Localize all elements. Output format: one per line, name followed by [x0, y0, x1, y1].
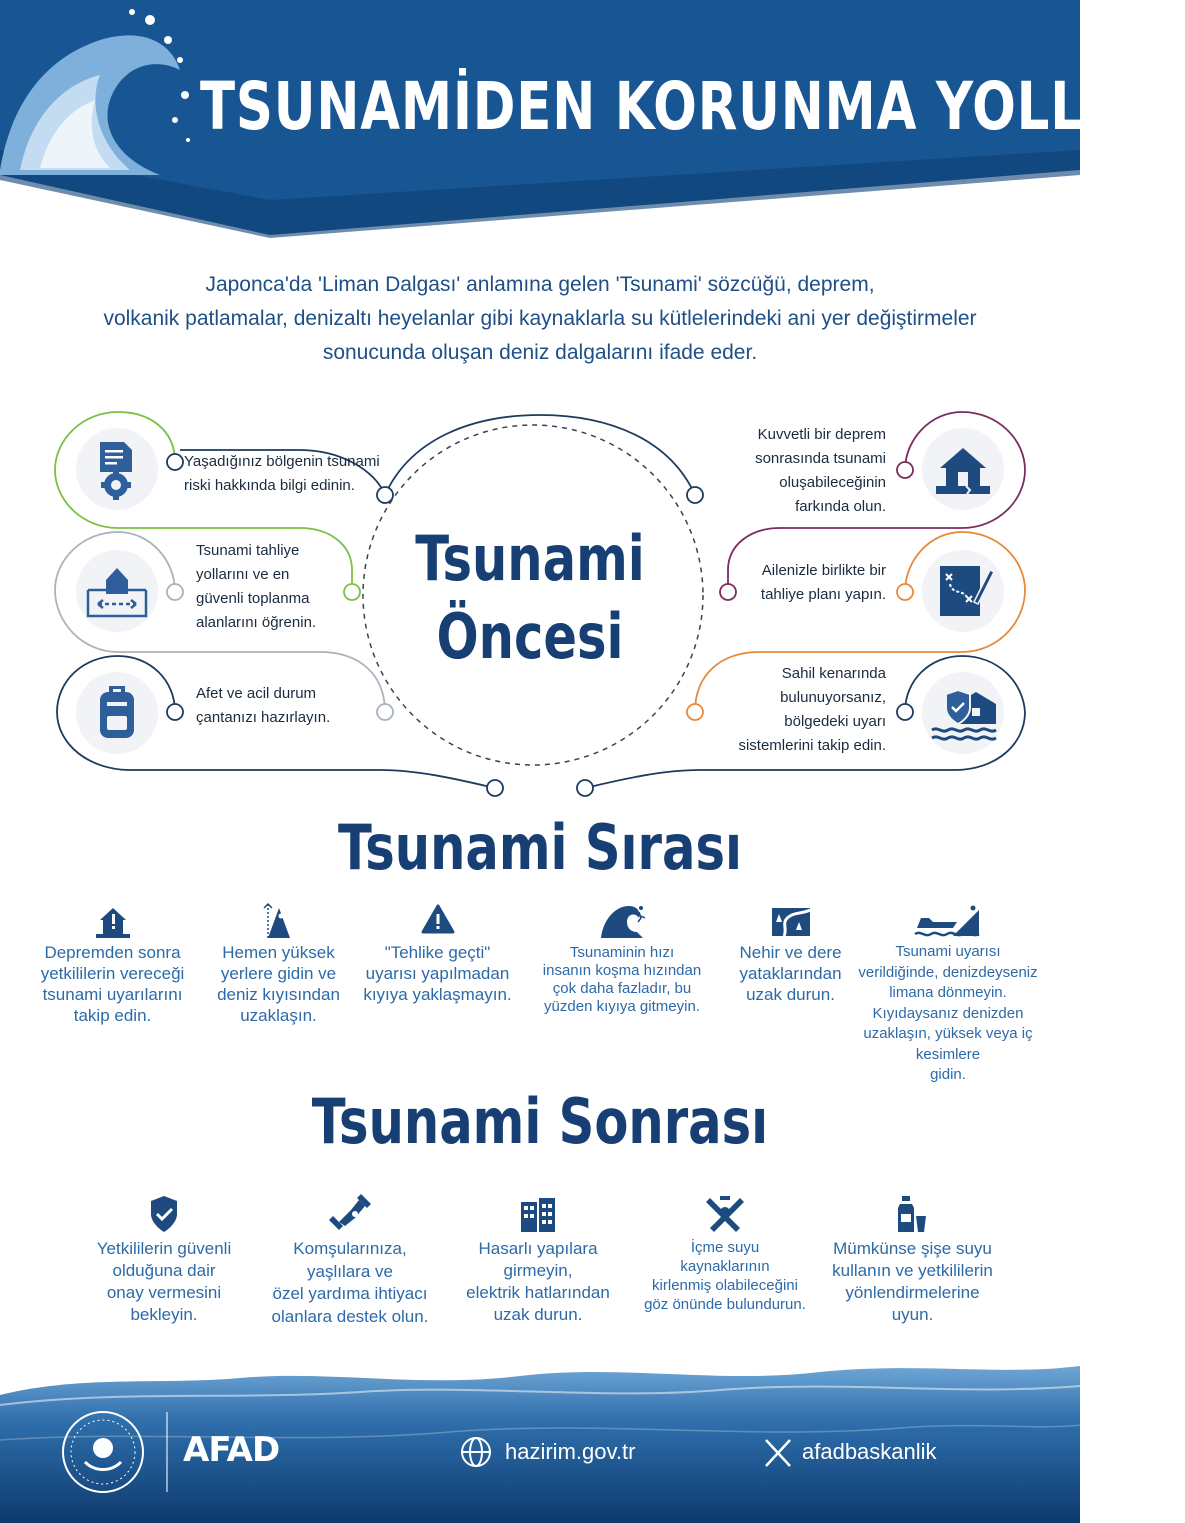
before-section-title [410, 520, 650, 676]
before-item-line: farkında olun. [795, 498, 886, 515]
before-item-line: riski hakkında bilgi edinin. [184, 477, 355, 494]
before-item-warning-systems [686, 662, 886, 758]
social-handle-link[interactable]: afadbaskanlik [802, 1439, 937, 1464]
during-item-line: Hemen yüksek [222, 943, 335, 962]
handshake-icon [325, 1194, 375, 1234]
during-item-line: tsunami uyarılarını [42, 985, 183, 1004]
before-item-line: bölgedeki uyarı [784, 713, 886, 730]
before-item-evacuation-routes [196, 539, 356, 635]
intro-line: volkanik patlamalar, denizaltı heyelanlar gibi kaynaklarla su kütlelerindeki ani yer değiştirmeler [103, 307, 977, 330]
document-gear-icon [76, 428, 158, 510]
after-item-line: Komşularınıza, [293, 1239, 407, 1258]
before-item-line: alanlarını öğrenin. [196, 614, 317, 631]
after-item-line: elektrik hatlarından [466, 1283, 610, 1302]
after-item-line: kaynaklarının [680, 1258, 770, 1275]
before-item-risk-info [184, 450, 404, 498]
after-item-drinking-water [630, 1194, 820, 1314]
before-item-line: Kuvvetli bir deprem [757, 426, 886, 443]
after-item-line: özel yardıma ihtiyacı [272, 1284, 428, 1303]
during-item-line: Nehir ve dere [739, 943, 842, 962]
during-item-line: insanın koşma hızından [542, 962, 702, 979]
alert-house-icon [88, 900, 138, 940]
evacuation-map-icon [76, 550, 158, 632]
after-section-title: Tsunami Sonrası [311, 1085, 769, 1158]
before-item-line: güvenli toplanma [196, 590, 310, 607]
before-item-emergency-bag [196, 682, 376, 730]
shield-check-icon [139, 1194, 189, 1234]
during-item-line: gidin. [930, 1066, 966, 1083]
during-item-line: yataklarından [739, 964, 842, 983]
during-item-line: Tsunaminin hızı [569, 944, 675, 961]
after-item-line: girmeyin, [503, 1261, 573, 1280]
during-item-line: verildiğinde, denizdeyseniz [858, 963, 1038, 981]
after-item-wait-approval [74, 1194, 254, 1326]
during-section-title: Tsunami Sırası [338, 811, 742, 884]
after-item-line: olanlara destek olun. [271, 1306, 429, 1326]
after-item-line: yönlendirmelerine [845, 1283, 980, 1302]
after-item-bottled-water [820, 1194, 1005, 1326]
after-item-line: kirlenmiş olabileceğini [652, 1277, 798, 1294]
after-item-line: Mümkünse şişe suyu [833, 1239, 992, 1258]
after-item-line: uyun. [891, 1305, 934, 1324]
after-item-line: olduğuna dair [112, 1261, 216, 1280]
during-item-danger-passed [355, 900, 520, 1005]
during-item-follow-warnings [30, 900, 195, 1026]
plan-map-icon [922, 550, 1004, 632]
before-item-line: sistemlerini takip edin. [738, 737, 886, 754]
during-item-line: yetkililerin vereceği [40, 964, 185, 983]
after-item-line: Yetkililerin güvenli [96, 1239, 232, 1258]
during-item-line: deniz kıyısından [217, 985, 340, 1004]
after-item-line: uzak durun. [493, 1305, 583, 1324]
during-item-line: limana dönmeyin. [889, 984, 1007, 1001]
after-item-line: göz önünde bulundurun. [644, 1296, 806, 1313]
before-item-line: Sahil kenarında [781, 665, 886, 682]
high-ground-icon [254, 900, 304, 940]
website-link[interactable]: hazirim.gov.tr [505, 1439, 636, 1464]
before-item-line: oluşabileceğinin [779, 474, 886, 491]
during-item-line: uzaklaşın. [240, 1006, 317, 1025]
before-item-line: sonrasında tsunami [755, 450, 886, 467]
before-item-line: yollarını ve en [196, 566, 290, 583]
before-item-earthquake-awareness [686, 423, 886, 519]
before-item-line: bulunuyorsanız, [780, 689, 886, 706]
intro-line: Japonca'da 'Liman Dalgası' anlamına gelen 'Tsunami' sözcüğü, deprem, [205, 273, 875, 296]
during-item-line: takip edin. [73, 1006, 152, 1025]
after-item-line: kullanın ve yetkililerin [832, 1261, 993, 1280]
before-item-line: Tsunami tahliye [196, 542, 300, 559]
during-item-line: uzaklaşın, yüksek veya iç [863, 1025, 1033, 1042]
shield-house-icon [922, 672, 1004, 754]
before-item-line: Afet ve acil durum [196, 685, 317, 702]
during-item-line: Kıyıdaysanız denizden [872, 1004, 1024, 1022]
cracked-house-icon [922, 428, 1004, 510]
before-title-line: Tsunami [415, 522, 645, 595]
damaged-building-icon [513, 1194, 563, 1234]
during-item-line: Tsunami uyarısı [895, 943, 1001, 960]
before-item-line: Yaşadığınız bölgenin tsunami [184, 453, 380, 470]
river-icon [766, 900, 816, 940]
during-item-boats [848, 900, 1048, 1086]
during-item-line: Depremden sonra [44, 943, 181, 962]
warning-icon [413, 900, 463, 940]
before-item-line: Ailenizle birlikte bir [761, 562, 886, 579]
after-item-line: Hasarlı yapılara [478, 1239, 598, 1258]
backpack-icon [76, 672, 158, 754]
wave-runner-icon [597, 900, 647, 940]
footer-sea-background [0, 1350, 1080, 1523]
intro-line: sonucunda oluşan deniz dalgalarını ifade eder. [322, 341, 758, 364]
after-item-line: İçme suyu [690, 1239, 760, 1256]
during-item-line: çok daha fazladır, bu [552, 980, 692, 997]
before-title-line: Öncesi [436, 600, 624, 673]
during-item-wave-speed [536, 900, 708, 1016]
during-item-line: uyarısı yapılmadan [365, 964, 510, 983]
boat-icon [913, 900, 983, 940]
during-item-high-ground [196, 900, 361, 1026]
faucet-icon [700, 1194, 750, 1234]
during-item-line: kıyıya yaklaşmayın. [363, 985, 512, 1004]
after-item-line: bekleyin. [130, 1305, 198, 1324]
during-item-line: yerlere gidin ve [220, 964, 337, 983]
after-item-damaged-buildings [448, 1194, 628, 1326]
water-bottle-icon [888, 1194, 938, 1234]
afad-logo: AFAD [183, 1430, 280, 1470]
page-title: TSUNAMİDEN KORUNMA YOLLARI [200, 68, 1185, 145]
after-item-line: yaşlılara ve [307, 1261, 393, 1281]
during-item-line: "Tehlike geçti" [384, 943, 491, 962]
during-item-line: uzak durun. [746, 985, 835, 1004]
during-item-line: yüzden kıyıya gitmeyin. [544, 998, 700, 1015]
during-item-line: kesimlere [915, 1045, 981, 1063]
before-item-family-plan [686, 559, 886, 607]
after-item-support-neighbors [260, 1194, 440, 1328]
intro-text [60, 268, 1020, 370]
after-item-line: onay vermesini [106, 1283, 222, 1302]
before-item-line: tahliye planı yapın. [760, 586, 886, 603]
before-item-line: çantanızı hazırlayın. [196, 709, 331, 726]
